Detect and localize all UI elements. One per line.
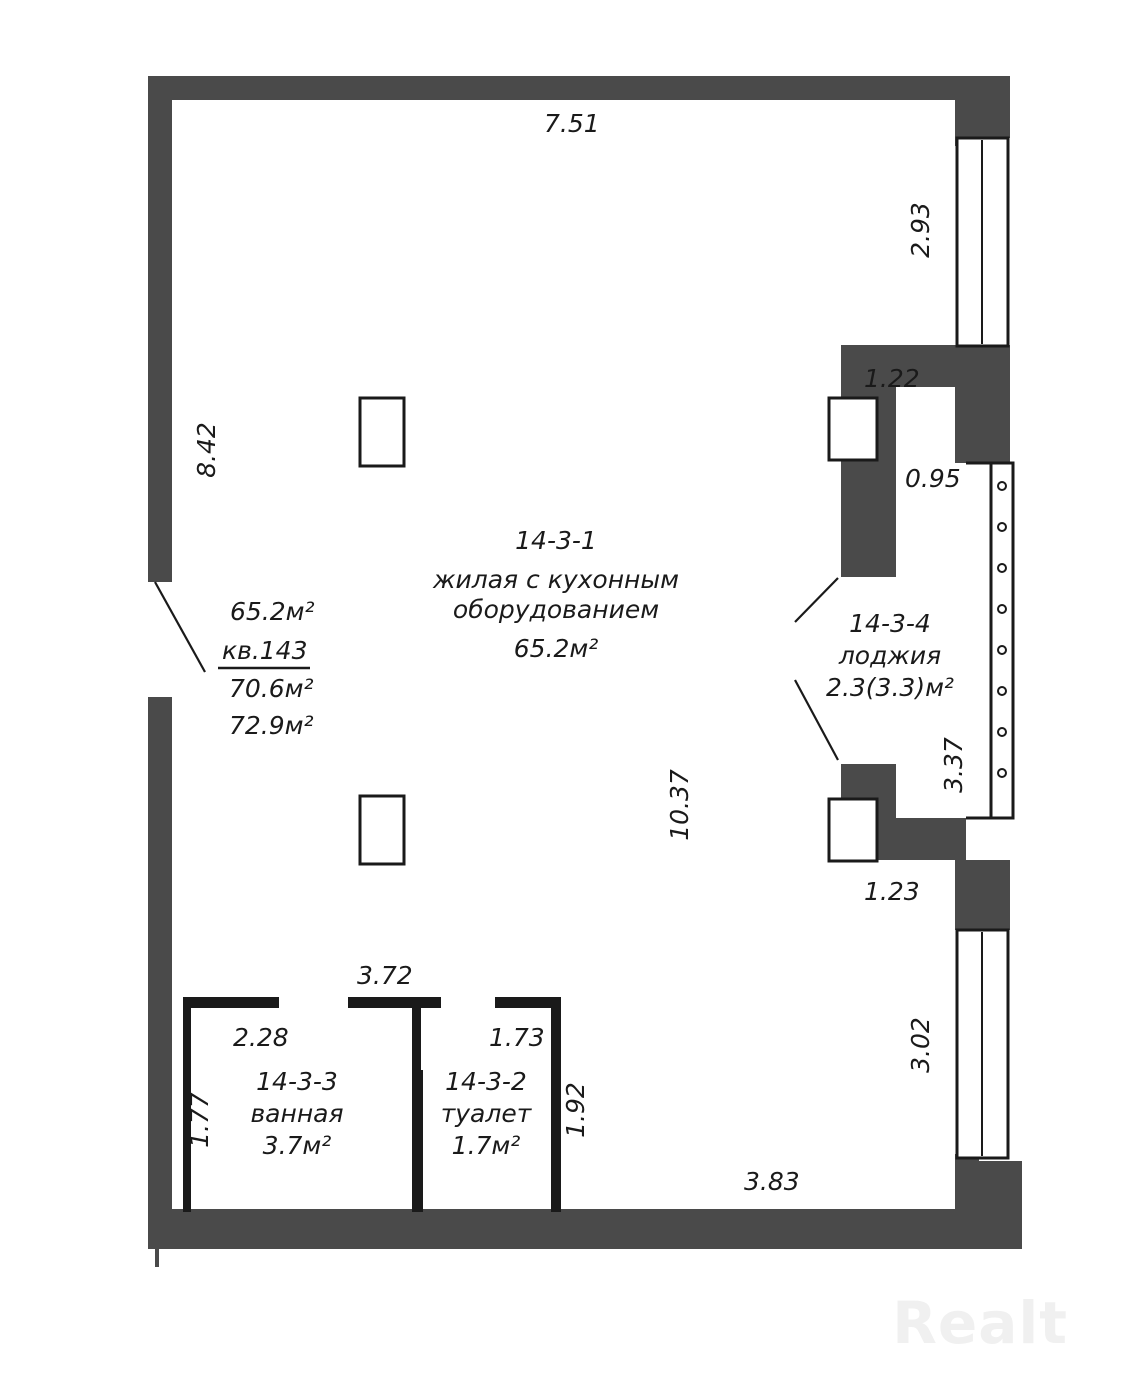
loggia-door-upper bbox=[829, 398, 877, 460]
wall-left-upper bbox=[148, 76, 172, 582]
wall-right-mid-lower bbox=[955, 860, 1010, 930]
dim-top-width: 7.51 bbox=[544, 109, 600, 138]
room-name-14-3-3: ванная bbox=[250, 1099, 344, 1128]
room-name-14-3-4: лоджия bbox=[838, 641, 942, 670]
room-name-14-3-2: туалет bbox=[440, 1099, 532, 1128]
dim-right-upper-window: 2.93 bbox=[906, 202, 935, 258]
apartment-area-bottom: 72.9м² bbox=[229, 711, 314, 740]
room-label-14-3-4 bbox=[826, 609, 954, 702]
wall-bottom bbox=[148, 1209, 967, 1249]
dim-loggia-inner-top: 0.95 bbox=[905, 464, 961, 493]
room-area-14-3-2: 1.7м² bbox=[451, 1131, 521, 1160]
apartment-number: кв.143 bbox=[222, 636, 308, 665]
wall-left-lower bbox=[148, 697, 172, 1249]
partition-wc-right bbox=[551, 997, 561, 1212]
wall-top bbox=[148, 76, 967, 100]
dim-corridor-top: 3.72 bbox=[357, 961, 413, 990]
leader-apartment bbox=[155, 582, 205, 672]
dim-interior-height: 10.37 bbox=[665, 769, 694, 841]
dim-loggia-top-offset: 1.22 bbox=[864, 364, 920, 393]
partition-wc-left bbox=[412, 1070, 423, 1212]
wall-bottom-right-notch bbox=[955, 1161, 1022, 1249]
dim-bottom-width: 3.83 bbox=[744, 1167, 800, 1196]
room-code-14-3-2: 14-3-2 bbox=[445, 1067, 527, 1096]
room-area-14-3-3: 3.7м² bbox=[262, 1131, 332, 1160]
dim-wc-right: 1.92 bbox=[561, 1082, 590, 1138]
room-label-14-3-3 bbox=[250, 1067, 343, 1160]
dim-loggia-bottom-offset: 1.23 bbox=[864, 877, 920, 906]
apartment-area-top: 65.2м² bbox=[230, 597, 315, 626]
partition-bath-top bbox=[183, 997, 279, 1008]
room-name-14-3-1-line1: жилая с кухонным bbox=[432, 565, 680, 594]
room-label-14-3-2 bbox=[441, 1067, 533, 1160]
column-group bbox=[360, 398, 404, 864]
dim-left-height: 8.42 bbox=[192, 422, 221, 478]
wall-top-right-notch bbox=[955, 76, 1010, 138]
dim-bath-top: 2.28 bbox=[233, 1023, 289, 1052]
partition-corridor-stub bbox=[412, 1008, 421, 1070]
dim-loggia-depth: 3.37 bbox=[939, 737, 968, 793]
room-code-14-3-1: 14-3-1 bbox=[515, 526, 597, 555]
room-code-14-3-3: 14-3-3 bbox=[256, 1067, 338, 1096]
apartment-summary bbox=[218, 597, 315, 740]
watermark: Realt bbox=[892, 1289, 1068, 1357]
room-code-14-3-4: 14-3-4 bbox=[849, 609, 931, 638]
room-name-14-3-1-line2: оборудованием bbox=[452, 595, 660, 624]
column-upper bbox=[360, 398, 404, 466]
leader-loggia-upper bbox=[795, 578, 838, 622]
apartment-area-mid: 70.6м² bbox=[229, 674, 314, 703]
dim-right-lower-window: 3.02 bbox=[906, 1017, 935, 1073]
room-label-14-3-1 bbox=[432, 526, 679, 663]
room-area-14-3-4: 2.3(3.3)м² bbox=[826, 673, 954, 702]
wall-left-tick bbox=[155, 1249, 159, 1267]
room-area-14-3-1: 65.2м² bbox=[513, 634, 599, 663]
dim-bath-left: 1.77 bbox=[185, 1092, 214, 1148]
loggia-glazing bbox=[991, 463, 1013, 818]
column-lower bbox=[360, 796, 404, 864]
loggia-door-lower bbox=[829, 799, 877, 861]
partition-corridor-top bbox=[348, 997, 441, 1008]
dim-wc-top: 1.73 bbox=[489, 1023, 545, 1052]
